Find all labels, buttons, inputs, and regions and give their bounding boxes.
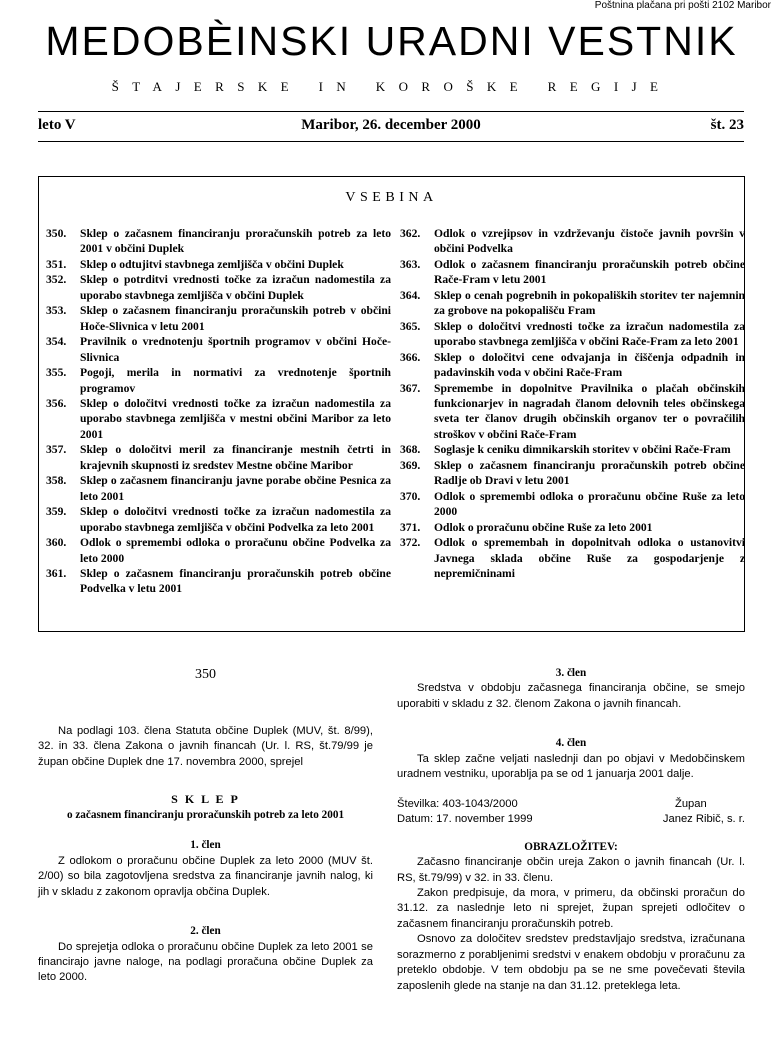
contents-item-title: Sklep o začasnem financiranju proračunskih potreb za leto 2001 v občini Duplek	[80, 227, 391, 256]
contents-item-title: Odlok o spremembi odloka o proračunu občine Podvelka za leto 2000	[80, 536, 391, 565]
left-column	[38, 666, 373, 986]
decision-subtitle: o začasnem financiranju proračunskih potreb za leto 2001	[66, 808, 345, 821]
contents-item-number: 369.	[400, 458, 421, 472]
postage-note: Poštnina plačana pri pošti 2102 Maribor	[594, 0, 771, 11]
contents-item-number: 358.	[46, 474, 67, 488]
contents-item-number: 372.	[400, 536, 421, 550]
contents-item-number: 371.	[400, 520, 421, 534]
contents-item-number: 353.	[46, 304, 67, 318]
article-2-text: Do sprejetja odloka o proračunu občine Duplek za leto 2001 se financirajo javne naloge, na podlagi proračuna občine Duplek za leto 2000.	[38, 940, 373, 984]
contents-item-number: 363.	[400, 257, 421, 271]
document-number-label: Številka: 403-1043/2000	[397, 797, 518, 810]
contents-item-title: Odlok o spremembah in dopolnitvah odloka o ustanovitvi Javnega sklada občine Ruše za gospodarjenje z nepremičninami	[434, 536, 745, 580]
contents-item	[400, 489, 745, 520]
header-rule-top	[38, 111, 744, 112]
contents-item-title: Odlok o spremembi odloka o proračunu občine Ruše za leto 2000	[434, 489, 745, 519]
contents-item-number: 357.	[46, 443, 67, 457]
contents-item-title: Sklep o odtujitvi stavbnega zemljišča v občini Duplek	[80, 257, 344, 271]
contents-item-number: 364.	[400, 288, 421, 302]
issue-number: št. 23	[710, 117, 744, 133]
decision-title: S K L E P	[171, 792, 240, 807]
contents-item	[400, 520, 745, 535]
contents-item	[400, 458, 745, 489]
contents-item-title: Pogoji, merila in normativi za vrednotenje športnih programov	[80, 366, 391, 395]
contents-item-number: 370.	[400, 489, 421, 503]
contents-item	[400, 381, 745, 443]
masthead-title: MEDOBÈINSKI URADNI VESTNIK	[45, 18, 738, 64]
explanation-title: OBRAZLOŽITEV:	[524, 840, 618, 853]
explanation-paragraph-1: Začasno financiranje občin ureja Zakon o javnih financah (Ur. l. RS, št.79/99) v 32. in 33. členu.	[397, 856, 745, 884]
signature-row-1	[397, 797, 745, 812]
signature-row-2	[397, 812, 745, 827]
document-date-label: Datum: 17. november 1999	[397, 813, 533, 826]
contents-item-title: Sklep o določitvi cene odvajanja in čiščenja odpadnih in padavinskih voda v občini Rače-Fram	[434, 350, 745, 380]
contents-item-title: Sklep o cenah pogrebnih in pokopaliških storitev ter najemnin za grobove na pokopališču Fram	[434, 288, 745, 318]
contents-title: VSEBINA	[345, 190, 438, 205]
intro-paragraph: Na podlagi 103. člena Statuta občine Duplek (MUV, št. 8/99), 32. in 33. člena Zakona o javnih financah (Ur. l. RS, št.79/99 je župan občine Duplek dne 17. novembra 2000, sprejel	[38, 725, 373, 768]
contents-item-title: Sklep o začasnem financiranju proračunskih potreb občine Podvelka v letu 2001	[80, 566, 391, 596]
contents-item-title: Sklep o potrditvi vrednosti točke za izračun nadomestila za uporabo stavbnega zemljišča v občini Duplek	[80, 273, 391, 302]
article-4-text: Ta sklep začne veljati naslednji dan po objavi v Medobčinskem uradnem vestniku, uporablja pa se od 1 januarja 2001 dalje.	[397, 752, 745, 781]
issue-line	[38, 117, 744, 134]
right-column	[397, 666, 745, 994]
contents-item-title: Sklep o določitvi meril za financiranje mestnih četrti in krajevnih skupnosti iz sredstev Mestne občine Maribor	[80, 443, 391, 472]
article-2-title: 2. člen	[190, 925, 221, 938]
contents-item-title: Sklep o začasnem financiranju javne porabe občine Pesnica za leto 2001	[80, 474, 391, 503]
header-rule-bottom	[38, 141, 744, 142]
mayor-name: Janez Ribič, s. r.	[662, 813, 745, 826]
article-1-title: 1. člen	[190, 839, 221, 852]
contents-item-number: 362.	[400, 227, 421, 240]
contents-item	[46, 396, 391, 442]
issue-place-date: Maribor, 26. december 2000	[301, 117, 481, 133]
contents-item	[46, 334, 391, 365]
contents-item	[46, 442, 391, 473]
contents-left-column	[46, 226, 391, 597]
contents-item-title: Soglasje k ceniku dimnikarskih storitev v občini Rače-Fram	[434, 443, 731, 457]
contents-item	[46, 566, 391, 597]
contents-item-title: Odlok o začasnem financiranju proračunskih potreb občine Rače-Fram v letu 2001	[434, 257, 745, 287]
contents-item	[400, 257, 745, 288]
contents-item-title: Odlok o proračunu občine Ruše za leto 2001	[434, 520, 653, 534]
contents-item	[400, 288, 745, 319]
contents-item	[400, 350, 745, 381]
contents-item	[46, 272, 391, 303]
contents-item-number: 366.	[400, 350, 421, 364]
explanation-paragraph-3: Osnovo za določitev sredstev predstavljajo sredstva, izračunana sorazmerno z porabljenimi sredstvi v enakem obdobju v proračunu za preteklo obdobje. V tem obdobju pa se ne sme povečevati števila zaposlenih glede na stanje na dan 31.12. preteklega leta.	[397, 933, 745, 992]
contents-item	[46, 226, 391, 257]
contents-item	[46, 504, 391, 535]
contents-item	[46, 535, 391, 566]
contents-item	[46, 303, 391, 334]
contents-item-title: Sklep o določitvi vrednosti točke za izračun nadomestila za uporabo stavbnega zemljišča v mestni občini Maribor za leto 2001	[80, 396, 391, 441]
contents-item-title: Sklep o določitvi vrednosti točke za izračun nadomestila za uporabo stavbnega zemljišča v občini Podvelka za leto 2001	[80, 505, 391, 534]
contents-item	[46, 365, 391, 396]
article-3-title: 3. člen	[555, 667, 587, 679]
article-3-text: Sredstva v obdobju začasnega financiranja občine, se smejo uporabiti v skladu z 32. členom Zakona o javnih financah.	[397, 682, 745, 710]
contents-item-number: 359.	[46, 505, 67, 519]
mayor-label: Župan	[675, 797, 707, 810]
contents-item	[46, 473, 391, 504]
contents-item-title: Sklep o določitvi vrednosti točke za izračun nadomestila za uporabo stavbnega zemljišča v občini Rače-Fram za leto 2001	[434, 319, 745, 349]
contents-item	[400, 442, 745, 457]
contents-item	[400, 535, 745, 581]
contents-item-number: 352.	[46, 273, 67, 287]
contents-item-number: 360.	[46, 536, 67, 550]
contents-item	[46, 257, 391, 272]
contents-item-number: 365.	[400, 319, 421, 333]
contents-item-title: Spremembe in dopolnitve Pravilnika o plačah občinskih funkcionarjev in nagradah članom delovnih teles občinskega sveta ter članov drugih občinskih organov ter o povračilih stroškov v občini Rače-Fram	[434, 381, 745, 441]
contents-item-number: 361.	[46, 566, 67, 580]
contents-item-title: Pravilnik o vrednotenju športnih programov v občini Hoče-Slivnica	[80, 335, 391, 364]
document-number: 350	[195, 667, 216, 682]
contents-item-number: 356.	[46, 396, 67, 410]
article-1-text: Z odlokom o proračunu občine Duplek za leto 2000 (MUV št. 2/00) so bila zagotovljena sredstva za financiranje javnih nalog, ki jih v skladu z zakonom opravlja občina Duplek.	[38, 854, 373, 898]
region-subtitle: ŠTAJERSKE IN KOROŠKE REGIJE	[111, 79, 672, 94]
contents-item-number: 351.	[46, 257, 67, 271]
contents-item	[400, 226, 745, 257]
contents-right-column	[400, 226, 745, 581]
issue-year: leto V	[38, 117, 76, 133]
contents-item-title: Sklep o začasnem financiranju proračunskih potreb v občini Hoče-Slivnica v letu 2001	[80, 304, 391, 333]
contents-item-title: Sklep o začasnem financiranju proračunskih potreb občine Radlje ob Dravi v letu 2001	[434, 458, 745, 488]
explanation-paragraph-2: Zakon predpisuje, da mora, v primeru, da občinski proračun do 31.12. za naslednje leto ni sprejet, župan sprejeti odločitev o začasnem financiranju proračunskih potreb.	[397, 886, 745, 930]
contents-item-number: 368.	[400, 443, 421, 457]
contents-item-number: 367.	[400, 381, 421, 395]
contents-item-number: 354.	[46, 335, 67, 349]
article-4-title: 4. člen	[555, 737, 587, 750]
contents-item	[400, 319, 745, 350]
contents-item-number: 350.	[46, 227, 67, 240]
contents-item-title: Odlok o vzrejipsov in vzdrževanju čistoče javnih površin v občini Podvelka	[434, 227, 745, 256]
contents-item-number: 355.	[46, 366, 67, 380]
